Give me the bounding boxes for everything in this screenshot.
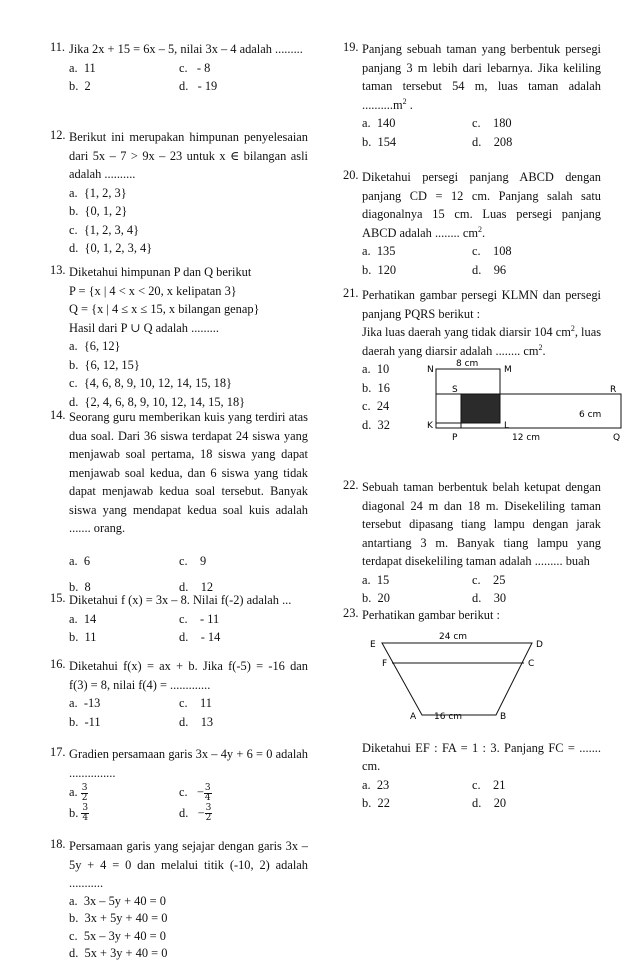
option: b. {0, 1, 2}	[69, 204, 128, 218]
question-number: 20.	[343, 168, 359, 182]
question-number: 17.	[50, 745, 66, 759]
label-b: B	[500, 711, 507, 722]
option: d. - 14	[179, 630, 221, 644]
option: a. 15	[362, 572, 390, 587]
option: b. 120	[362, 262, 397, 277]
question-text: Diketahui persegi panjang ABCD dengan panjang CD = 12 cm. Panjang salah satu diagonalnya 15 cm. Luas persegi panjang ABCD adalah ........ $cm^2$.	[362, 170, 601, 240]
question-text: Seorang guru memberikan kuis yang terdiri atas dua soal. Dari 36 siswa terdapat 24 siswa yang menjawab soal pertama, 18 siswa yang dapat menjawab soal kedua, dan 6 siswa yang tidak dapat menjawab kedua soal tersebut. Banyak siswa yang mendapat kedua soal kuis adalah ....... orang.	[69, 410, 308, 535]
option: a. 10	[362, 362, 390, 376]
option: d. 208	[472, 134, 513, 149]
option: d. 30	[472, 591, 507, 605]
label-r: R	[610, 385, 617, 395]
question-text: Panjang sebuah taman yang berbentuk persegi panjang 3 m lebih dari lebarnya. Jika keliling taman tersebut 54 m, luas taman adalah $..........m^2$ .	[362, 42, 601, 112]
question-23	[343, 606, 601, 813]
set-q: Q = {x | 4 ≤ x ≤ 15, x bilangan genap}	[69, 302, 260, 316]
label-top-length: 24 cm	[439, 631, 468, 642]
option: c. - 8	[179, 60, 211, 75]
option: d. − $\frac{3}{2}$	[179, 803, 212, 824]
option: a. 3x – 5y + 40 = 0	[69, 893, 166, 908]
question-number: 21.	[343, 286, 359, 300]
option: d. 96	[472, 262, 507, 277]
option: d. 20	[472, 796, 507, 810]
question-16	[50, 657, 308, 745]
label-l: L	[504, 421, 510, 431]
option: b. -11	[69, 714, 101, 729]
fraction: $\frac{3}{4}$	[204, 782, 211, 803]
option: c. 180	[472, 116, 512, 130]
question-number: 19.	[343, 40, 359, 54]
question-17	[50, 745, 308, 837]
option: c. {4, 6, 8, 9, 10, 12, 14, 15, 18}	[69, 376, 233, 390]
question-number: 14.	[50, 408, 66, 422]
question-number: 13.	[50, 263, 66, 277]
label-p: P	[452, 433, 458, 443]
question-text: Persamaan garis yang sejajar dengan garis 3x – 5y + 4 = 0 dan melalui titik (-10, 2) adalah ...........	[69, 839, 308, 890]
option: b. 11	[69, 630, 97, 644]
label-e: E	[370, 639, 376, 650]
question-11	[50, 40, 308, 128]
option: c. 21	[472, 777, 506, 792]
label-side-length: 6 cm	[579, 410, 602, 420]
option: a. 140	[362, 116, 396, 130]
question-text: Sebuah taman berbentuk belah ketupat dengan diagonal 24 m dan 18 m. Disekeliling taman tersebut dipasang tiang lampu dengan jarak antartiang 3 m. Banyak tiang lampu yang terdapat disekeliling taman adalah ......... buah	[362, 480, 601, 568]
question-number: 15.	[50, 591, 66, 605]
label-q: Q	[613, 433, 621, 443]
trapezoid-figure	[360, 621, 560, 729]
option: c. − $\frac{3}{4}$	[179, 782, 211, 803]
question-13	[50, 263, 308, 408]
option: b. 3x + 5y + 40 = 0	[69, 911, 168, 925]
label-a: A	[410, 711, 417, 722]
label-bottom-length: 12 cm	[512, 433, 541, 443]
option: c. - 11	[179, 611, 220, 626]
question-number: 18.	[50, 837, 66, 851]
option: d. {0, 1, 2, 3, 4}	[69, 241, 153, 255]
left-column	[50, 40, 308, 963]
option: c. 24	[362, 399, 390, 413]
label-top-length: 8 cm	[456, 359, 479, 369]
option: b. 16	[362, 380, 390, 395]
question-12	[50, 128, 308, 263]
question-text: Berikut ini merupakan himpunan penyelesaian dari 5x – 7 > 9x – 23 untuk x ∈ bilangan asli adalah ..........	[69, 130, 308, 181]
question-18	[50, 837, 308, 963]
option: b. 20	[362, 591, 390, 605]
option: a. $\frac{3}{2}$	[69, 782, 88, 803]
question-15	[50, 591, 308, 657]
option: d. 5x + 3y + 40 = 0	[69, 946, 168, 960]
option: a. 135	[362, 244, 396, 258]
label-n: N	[427, 365, 434, 375]
question-number: 22.	[343, 478, 359, 492]
question-text: Jika 2x + 15 = 6x – 5, nilai 3x – 4 adalah .........	[69, 42, 303, 56]
option: a. -13	[69, 696, 101, 710]
label-m: M	[504, 365, 512, 375]
question-text: Diketahui f (x) = 3x – 8. Nilai f(-2) adalah ...	[69, 593, 292, 607]
question-text: Diketahui f(x) = ax + b. Jika f(-5) = -16 dan f(3) = 8, nilai f(4) = .............	[69, 659, 308, 692]
option: a. 11	[69, 60, 96, 75]
label-f: F	[382, 658, 388, 669]
label-k: K	[427, 421, 433, 431]
label-d: D	[536, 639, 543, 650]
option: c. 5x – 3y + 40 = 0	[69, 928, 166, 943]
option: d. - 19	[179, 79, 218, 93]
question-text: Diketahui himpunan P dan Q berikut	[69, 265, 252, 279]
option: c. 11	[179, 696, 212, 710]
shaded-region	[461, 394, 500, 423]
option: b. 154	[362, 134, 397, 149]
option: a. 23	[362, 777, 390, 792]
option: b. 8	[69, 579, 91, 594]
fraction: $\frac{3}{2}$	[81, 782, 88, 803]
fraction: $\frac{3}{2}$	[205, 803, 212, 824]
option: a. 6	[69, 553, 91, 568]
question-19	[343, 40, 601, 168]
label-s: S	[452, 385, 458, 395]
option: d. 32	[362, 417, 390, 432]
option: d. 13	[179, 714, 214, 729]
option: d. 12	[179, 579, 214, 594]
label-bottom-length: 16 cm	[434, 711, 463, 722]
set-p: P = {x | 4 < x < 20, x kelipatan 3}	[69, 283, 237, 298]
option: d. {2, 4, 6, 8, 9, 10, 12, 14, 15, 18}	[69, 394, 246, 409]
question-number: 23.	[343, 606, 359, 620]
question-number: 16.	[50, 657, 66, 671]
question-20	[343, 168, 601, 286]
option: c. 108	[472, 244, 512, 258]
question-text-2: Jika luas daerah yang tidak diarsir 104 $cm^2$, luas daerah yang diarsir adalah ........ $cm^2$.	[362, 323, 602, 358]
question-condition: Diketahui EF : FA = 1 : 3. Panjang FC = ....... cm.	[362, 740, 601, 773]
question-14	[50, 408, 308, 594]
option: c. 25	[472, 572, 506, 587]
option: c. 9	[179, 553, 207, 568]
option: b. 22	[362, 796, 390, 810]
question-text: Gradien persamaan garis 3x – 4y + 6 = 0 adalah ...............	[69, 747, 308, 780]
fraction: $\frac{3}{4}$	[82, 803, 89, 824]
option: c. {1, 2, 3, 4}	[69, 222, 140, 237]
question-number: 11.	[50, 40, 66, 54]
question-21	[343, 286, 621, 478]
option: a. {1, 2, 3}	[69, 185, 127, 200]
question-text: Perhatikan gambar berikut :	[362, 608, 500, 622]
option: a. 14	[69, 611, 97, 626]
question-text: Perhatikan gambar persegi KLMN dan persegi panjang PQRS berikut :	[362, 288, 601, 321]
option: b. 2	[69, 79, 91, 93]
right-column	[343, 40, 621, 813]
question-22	[343, 478, 601, 606]
option: a. {6, 12}	[69, 339, 121, 353]
option: b. $\frac{3}{4}$	[69, 803, 89, 824]
question-prompt: Hasil dari P ∪ Q adalah .........	[69, 320, 219, 335]
label-c: C	[528, 658, 535, 669]
question-number: 12.	[50, 128, 66, 142]
square-rectangle-figure	[412, 356, 622, 456]
option: b. {6, 12, 15}	[69, 357, 140, 372]
